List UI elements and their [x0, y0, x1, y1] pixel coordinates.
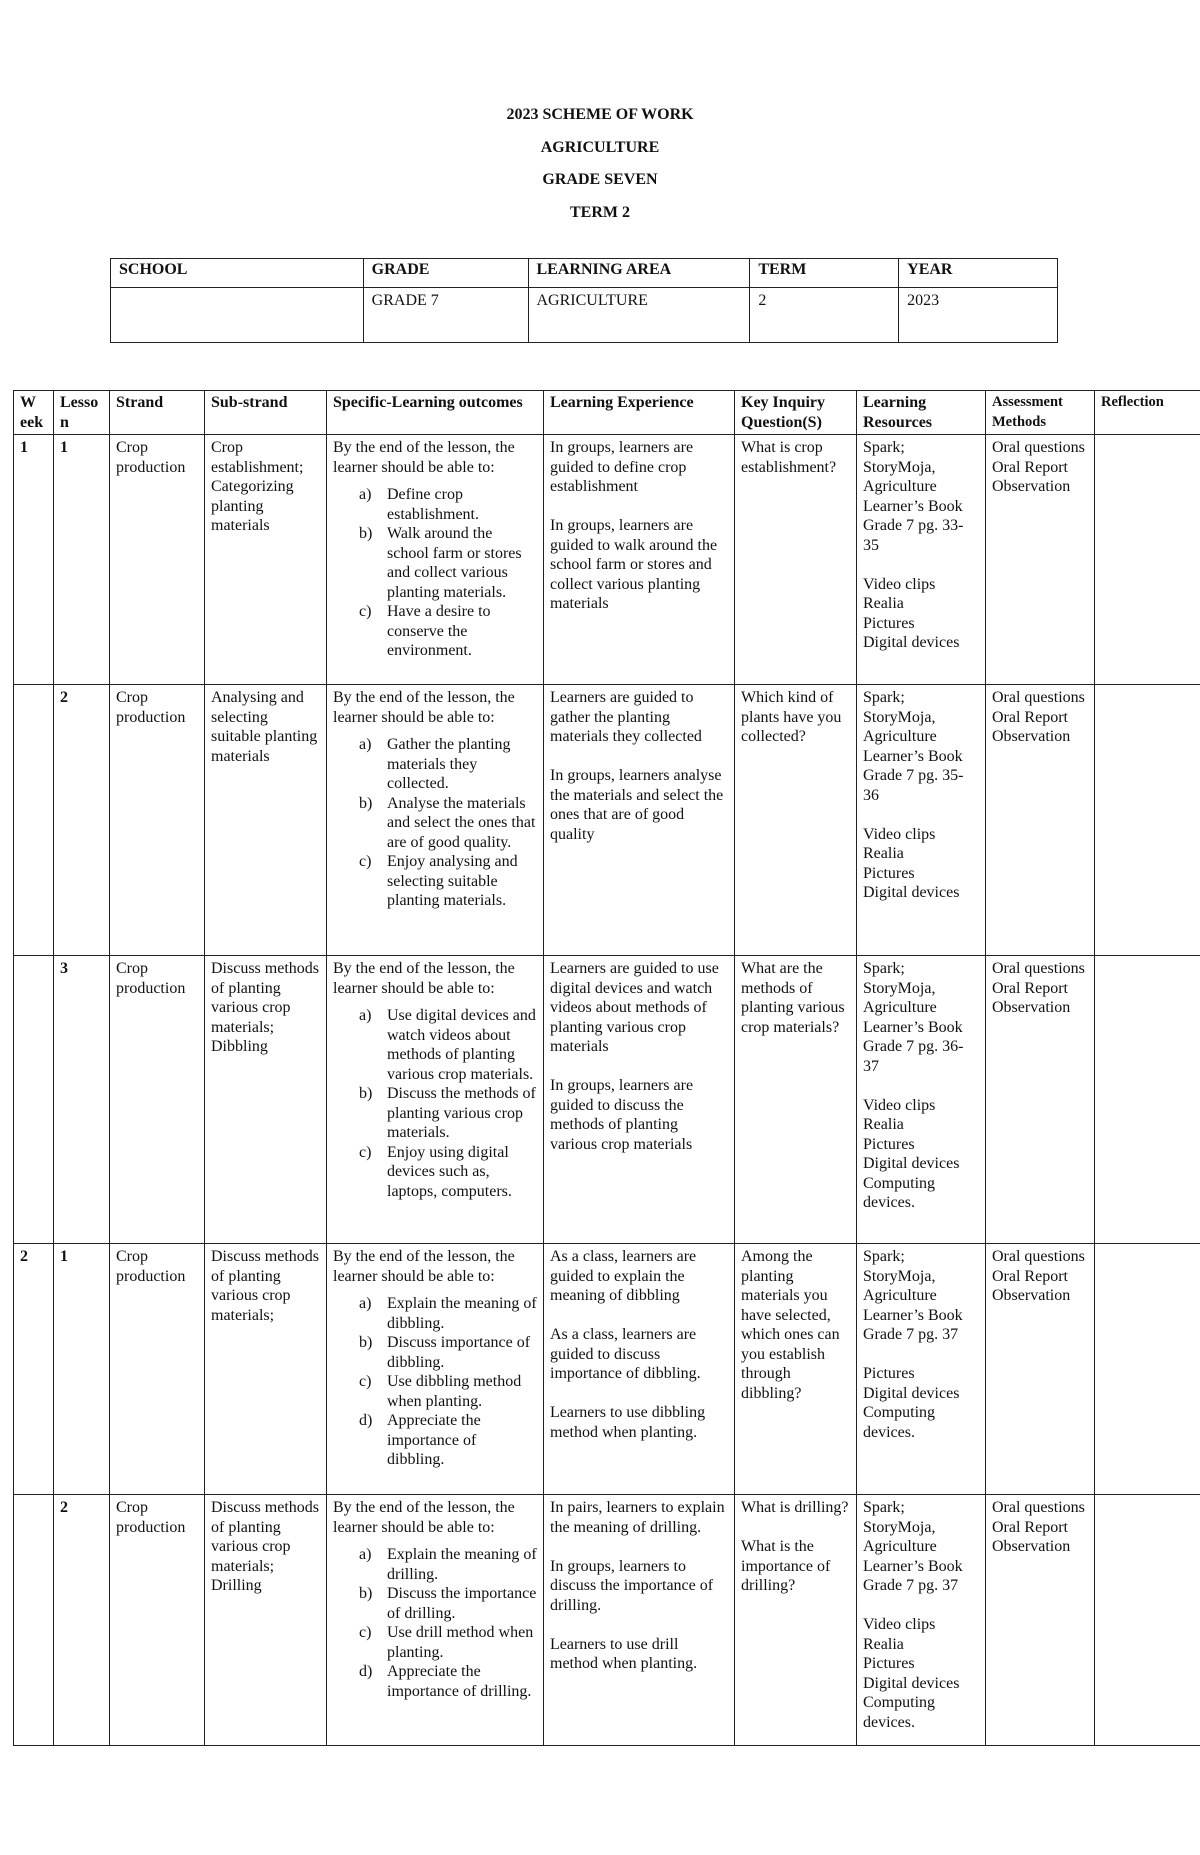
header-resources: Learning Resources	[857, 391, 986, 435]
reflection-cell	[1095, 685, 1200, 956]
lesson-cell: 2	[54, 1495, 110, 1746]
outcome-text: Gather the planting materials they collected.	[387, 736, 511, 792]
experience-paragraph: In pairs, learners to explain the meaning of drilling.	[550, 1499, 725, 1536]
list-item	[333, 524, 537, 602]
outcome-marker: a)	[359, 1007, 372, 1024]
outcomes-list	[333, 1294, 537, 1470]
table-row	[14, 956, 1200, 1244]
outcomes-cell	[327, 956, 544, 1244]
list-item	[333, 1333, 537, 1372]
experience-paragraph: Learners are guided to gather the planting materials they collected	[550, 689, 702, 745]
experience-paragraph: Learners are guided to use digital devices and watch videos about methods of planting various crop materials	[550, 960, 719, 1055]
outcomes-intro: By the end of the lesson, the learner should be able to:	[333, 1248, 515, 1285]
outcome-text: Have a desire to conserve the environment.	[387, 603, 491, 659]
doc-term: TERM 2	[570, 203, 630, 221]
substrand-cell: Analysing and selecting suitable planting materials	[205, 685, 327, 956]
experience-cell	[544, 1495, 735, 1746]
outcome-text: Walk around the school farm or stores and collect various planting materials.	[387, 525, 522, 601]
outcome-marker: a)	[359, 486, 372, 503]
resources-paragraph: Video clips Realia Pictures Digital devices Computing devices.	[863, 1096, 960, 1211]
scheme-of-work-table	[13, 390, 1200, 1746]
lesson-cell: 2	[54, 685, 110, 956]
strand-cell: Crop production	[110, 1495, 205, 1746]
list-item	[333, 1411, 537, 1470]
substrand-cell: Discuss methods of planting various crop materials;	[205, 1244, 327, 1495]
info-value-learning-area: AGRICULTURE	[528, 288, 750, 343]
header-outcomes: Specific-Learning outcomes	[327, 391, 544, 435]
outcome-text: Explain the meaning of drilling.	[387, 1546, 537, 1583]
info-value-school	[111, 288, 364, 343]
week-cell	[14, 685, 54, 956]
list-item	[333, 852, 537, 911]
list-item	[333, 1545, 537, 1584]
outcome-text: Explain the meaning of dibbling.	[387, 1295, 537, 1332]
lesson-cell: 1	[54, 1244, 110, 1495]
outcome-marker: c)	[359, 603, 372, 620]
inquiry-question: What is crop establishment?	[741, 439, 837, 476]
outcomes-list	[333, 1006, 537, 1201]
info-header-grade: GRADE	[363, 259, 528, 288]
outcome-text: Enjoy using digital devices such as, laptops, computers.	[387, 1143, 512, 1200]
list-item	[333, 1662, 537, 1701]
header-week: W eek	[14, 391, 54, 435]
list-item	[333, 1006, 537, 1084]
outcomes-intro: By the end of the lesson, the learner should be able to:	[333, 439, 515, 476]
outcome-marker: b)	[359, 794, 373, 812]
outcome-text: Appreciate the importance of drilling.	[387, 1663, 532, 1700]
outcome-marker: d)	[359, 1412, 373, 1429]
inquiry-question: Which kind of plants have you collected?	[741, 689, 842, 745]
reflection-cell	[1095, 1495, 1200, 1746]
info-value-term: 2	[750, 288, 899, 343]
assessment-cell: Oral questions Oral Report Observation	[986, 956, 1095, 1244]
header-assessment: Assessment Methods	[986, 391, 1095, 435]
list-item	[333, 1143, 537, 1202]
resources-cell	[857, 1495, 986, 1746]
assessment-cell: Oral questions Oral Report Observation	[986, 685, 1095, 956]
resources-paragraph: Video clips Realia Pictures Digital devices Computing devices.	[863, 1616, 960, 1731]
resources-cell	[857, 685, 986, 956]
experience-paragraph: As a class, learners are guided to explain the meaning of dibbling	[550, 1248, 697, 1304]
resources-paragraph: Spark; StoryMoja, Agriculture Learner’s Book Grade 7 pg. 37	[863, 1248, 963, 1343]
resources-paragraph: Video clips Realia Pictures Digital devices	[863, 825, 960, 901]
reflection-cell	[1095, 956, 1200, 1244]
experience-paragraph: In groups, learners are guided to define crop establishment	[550, 439, 694, 495]
experience-paragraph: Learners to use dibbling method when planting.	[550, 1404, 706, 1441]
doc-subject: AGRICULTURE	[540, 138, 660, 156]
substrand-cell: Crop establishment; Categorizing planting materials	[205, 435, 327, 685]
assessment-cell: Oral questions Oral Report Observation	[986, 435, 1095, 685]
list-item	[333, 1084, 537, 1143]
document-headings	[0, 106, 1200, 236]
table-row	[14, 1495, 1200, 1746]
info-value-grade: GRADE 7	[363, 288, 528, 343]
outcome-marker: b)	[359, 1585, 373, 1602]
resources-cell	[857, 1244, 986, 1495]
experience-cell	[544, 435, 735, 685]
list-item	[333, 1623, 537, 1662]
experience-paragraph: In groups, learners are guided to discuss the methods of planting various crop materials	[550, 1077, 694, 1153]
inquiry-question: What is drilling?	[741, 1499, 849, 1516]
week-cell	[14, 1495, 54, 1746]
assessment-cell: Oral questions Oral Report Observation	[986, 1495, 1095, 1746]
outcome-text: Enjoy analysing and selecting suitable planting materials.	[387, 853, 518, 909]
header-reflection: Reflection	[1095, 391, 1200, 435]
outcomes-list	[333, 485, 537, 661]
outcome-marker: d)	[359, 1663, 373, 1680]
experience-paragraph: In groups, learners are guided to walk around the school farm or stores and collect various planting materials	[550, 517, 718, 612]
info-header-learning-area: LEARNING AREA	[528, 259, 750, 288]
reflection-cell	[1095, 1244, 1200, 1495]
doc-grade: GRADE SEVEN	[542, 171, 658, 188]
header-substrand: Sub-strand	[205, 391, 327, 435]
strand-cell: Crop production	[110, 956, 205, 1244]
table-row	[14, 685, 1200, 956]
outcomes-cell	[327, 1244, 544, 1495]
assessment-cell: Oral questions Oral Report Observation	[986, 1244, 1095, 1495]
experience-cell	[544, 956, 735, 1244]
lesson-cell: 1	[54, 435, 110, 685]
experience-paragraph: Learners to use drill method when planting.	[550, 1635, 698, 1672]
header-experience: Learning Experience	[544, 391, 735, 435]
header-inquiry: Key Inquiry Question(S)	[735, 391, 857, 435]
resources-cell	[857, 435, 986, 685]
week-cell	[14, 956, 54, 1244]
outcomes-cell	[327, 1495, 544, 1746]
resources-cell	[857, 956, 986, 1244]
resources-paragraph: Spark; StoryMoja, Agriculture Learner’s Book Grade 7 pg. 36-37	[863, 960, 964, 1075]
resources-paragraph: Spark; StoryMoja, Agriculture Learner’s Book Grade 7 pg. 37	[863, 1499, 963, 1594]
list-item	[333, 602, 537, 661]
inquiry-cell	[735, 1495, 857, 1746]
reflection-cell	[1095, 435, 1200, 685]
inquiry-cell	[735, 685, 857, 956]
outcome-marker: b)	[359, 1334, 373, 1351]
inquiry-cell	[735, 956, 857, 1244]
outcome-text: Discuss importance of dibbling.	[387, 1334, 531, 1371]
strand-cell: Crop production	[110, 435, 205, 685]
outcome-marker: a)	[359, 1295, 372, 1312]
experience-cell	[544, 1244, 735, 1495]
list-item	[333, 1294, 537, 1333]
outcomes-list	[333, 1545, 537, 1701]
inquiry-cell	[735, 1244, 857, 1495]
table-row	[14, 435, 1200, 685]
outcome-text: Use drill method when planting.	[387, 1624, 534, 1661]
lesson-cell: 3	[54, 956, 110, 1244]
outcome-marker: c)	[359, 1143, 372, 1161]
resources-paragraph: Video clips Realia Pictures Digital devices	[863, 575, 960, 651]
outcome-text: Discuss the importance of drilling.	[387, 1585, 537, 1622]
strand-cell: Crop production	[110, 685, 205, 956]
strand-cell: Crop production	[110, 1244, 205, 1495]
experience-cell	[544, 685, 735, 956]
outcomes-cell	[327, 435, 544, 685]
info-value-row	[111, 288, 1058, 343]
inquiry-question: What is the importance of drilling?	[741, 1538, 831, 1594]
outcomes-cell	[327, 685, 544, 956]
list-item	[333, 735, 537, 794]
outcomes-intro: By the end of the lesson, the learner should be able to:	[333, 1499, 515, 1536]
info-value-year: 2023	[899, 288, 1058, 343]
list-item	[333, 485, 537, 524]
inquiry-cell	[735, 435, 857, 685]
week-cell: 2	[14, 1244, 54, 1495]
school-info-table	[110, 258, 1058, 343]
info-header-term: TERM	[750, 259, 899, 288]
experience-paragraph: In groups, learners analyse the materials and select the ones that are of good quality	[550, 767, 724, 843]
outcome-text: Define crop establishment.	[387, 486, 479, 523]
outcome-marker: a)	[359, 736, 372, 753]
header-strand: Strand	[110, 391, 205, 435]
resources-paragraph: Spark; StoryMoja, Agriculture Learner’s Book Grade 7 pg. 33-35	[863, 439, 964, 554]
table-row	[14, 1244, 1200, 1495]
outcome-text: Analyse the materials and select the ones that are of good quality.	[387, 794, 536, 851]
outcome-marker: c)	[359, 853, 372, 870]
info-header-row	[111, 259, 1058, 288]
outcomes-list	[333, 735, 537, 911]
header-lesson: Lesso n	[54, 391, 110, 435]
experience-paragraph: As a class, learners are guided to discuss importance of dibbling.	[550, 1326, 701, 1382]
outcome-text: Discuss the methods of planting various crop materials.	[387, 1085, 536, 1141]
outcome-text: Appreciate the importance of dibbling.	[387, 1412, 481, 1468]
outcome-text: Use dibbling method when planting.	[387, 1373, 522, 1410]
experience-paragraph: In groups, learners to discuss the importance of drilling.	[550, 1557, 714, 1614]
inquiry-question: Among the planting materials you have selected, which ones can you establish through dibbling?	[741, 1248, 840, 1402]
outcome-text: Use digital devices and watch videos about methods of planting various crop materials.	[387, 1007, 536, 1083]
outcome-marker: a)	[359, 1546, 372, 1563]
outcomes-intro: By the end of the lesson, the learner should be able to:	[333, 689, 515, 726]
scheme-header-row	[14, 391, 1200, 435]
list-item	[333, 1584, 537, 1623]
resources-paragraph: Pictures Digital devices Computing devices.	[863, 1365, 960, 1441]
substrand-cell: Discuss methods of planting various crop materials; Dibbling	[205, 956, 327, 1244]
outcome-marker: c)	[359, 1624, 372, 1641]
info-header-school: SCHOOL	[111, 259, 364, 288]
outcome-marker: c)	[359, 1373, 372, 1390]
info-header-year: YEAR	[899, 259, 1058, 288]
list-item	[333, 1372, 537, 1411]
substrand-cell: Discuss methods of planting various crop materials; Drilling	[205, 1495, 327, 1746]
doc-title: 2023 SCHEME OF WORK	[506, 106, 694, 123]
outcomes-intro: By the end of the lesson, the learner should be able to:	[333, 960, 515, 997]
week-cell: 1	[14, 435, 54, 685]
inquiry-question: What are the methods of planting various crop materials?	[741, 960, 845, 1036]
resources-paragraph: Spark; StoryMoja, Agriculture Learner’s Book Grade 7 pg. 35-36	[863, 689, 964, 804]
outcome-marker: b)	[359, 1085, 373, 1102]
outcome-marker: b)	[359, 525, 373, 542]
list-item	[333, 794, 537, 853]
